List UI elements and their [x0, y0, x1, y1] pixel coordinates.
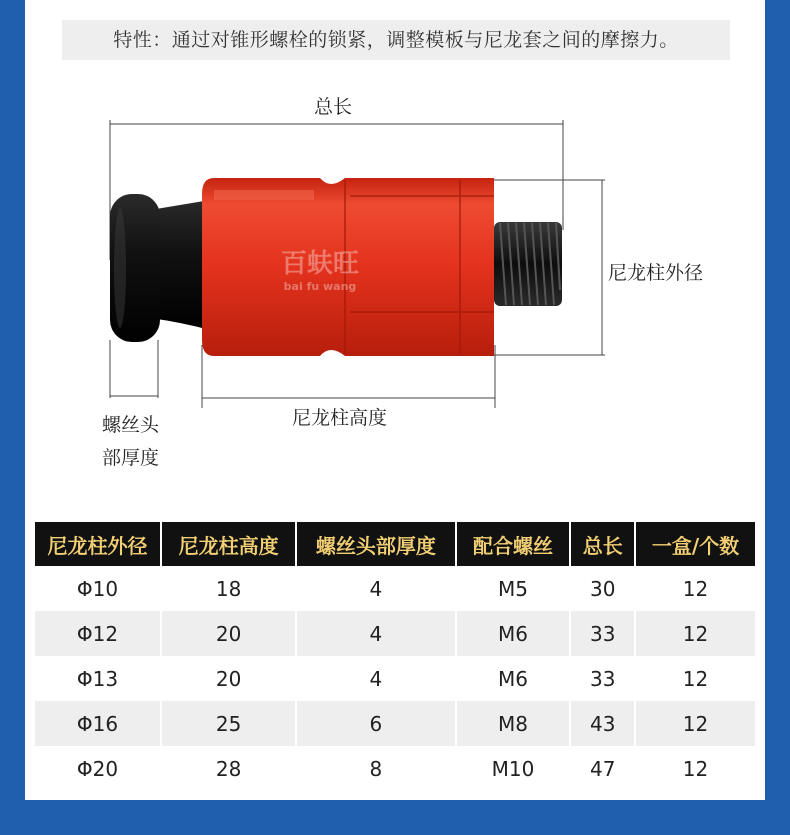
head-thickness-dimension: [110, 340, 158, 398]
table-cell: 25: [162, 701, 295, 746]
header-head-thickness: 螺丝头部厚度: [297, 522, 454, 566]
table-cell: 4: [369, 576, 383, 601]
table-cell: Φ13: [76, 666, 119, 691]
table-row: [35, 701, 755, 746]
table-cell: Φ10: [76, 576, 119, 601]
table-cell: 12: [636, 701, 755, 746]
table-cell: 30: [589, 576, 616, 601]
table-header-row: [35, 522, 755, 566]
table-cell: M5: [497, 576, 528, 601]
table-cell: 43: [571, 701, 634, 746]
watermark: 百蚨旺: [280, 249, 360, 279]
table-cell: M6: [497, 666, 528, 691]
head-thickness-label-line1: 螺丝头: [102, 414, 160, 436]
head-thickness-label-line2: 部厚度: [102, 447, 160, 469]
table-cell: 20: [162, 611, 295, 656]
outer-diameter-label: 尼龙柱外径: [608, 262, 704, 284]
table-cell: 12: [636, 611, 755, 656]
table-cell: M6: [457, 611, 570, 656]
table-cell: 47: [589, 756, 616, 781]
table-cell: Φ20: [76, 756, 119, 781]
feature-description: 特性：通过对锥形螺栓的锁紧，调整模板与尼龙套之间的摩擦力。: [62, 20, 730, 60]
table-cell: 28: [215, 756, 242, 781]
table-cell: M8: [457, 701, 570, 746]
spec-table: [33, 522, 757, 791]
table-cell: 8: [369, 756, 383, 781]
table-row: [35, 566, 755, 611]
header-total-length: 总长: [571, 522, 634, 566]
table-cell: 18: [215, 576, 242, 601]
screw-head: [110, 194, 210, 342]
table-cell: Φ12: [35, 611, 160, 656]
table-cell: 12: [682, 756, 709, 781]
table-row: [35, 656, 755, 701]
table-row: [35, 746, 755, 791]
screw-thread: [494, 222, 562, 306]
table-cell: 12: [682, 666, 709, 691]
table-row: [35, 611, 755, 656]
table-cell: 4: [297, 611, 454, 656]
column-height-label: 尼龙柱高度: [292, 407, 388, 429]
total-length-label: 总长: [314, 96, 353, 118]
header-matching-screw: 配合螺丝: [457, 522, 570, 566]
header-outer-diameter: 尼龙柱外径: [35, 522, 160, 566]
table-cell: M10: [491, 756, 535, 781]
table-cell: 20: [215, 666, 242, 691]
header-box-quantity: 一盒/个数: [636, 522, 755, 566]
table-cell: 33: [571, 611, 634, 656]
nylon-column: [202, 178, 494, 356]
table-cell: 33: [589, 666, 616, 691]
table-cell: 4: [369, 666, 383, 691]
table-cell: Φ16: [35, 701, 160, 746]
table-cell: 12: [682, 576, 709, 601]
watermark-sub: bai fu wang: [283, 280, 357, 293]
table-cell: 6: [297, 701, 454, 746]
header-column-height: 尼龙柱高度: [162, 522, 295, 566]
